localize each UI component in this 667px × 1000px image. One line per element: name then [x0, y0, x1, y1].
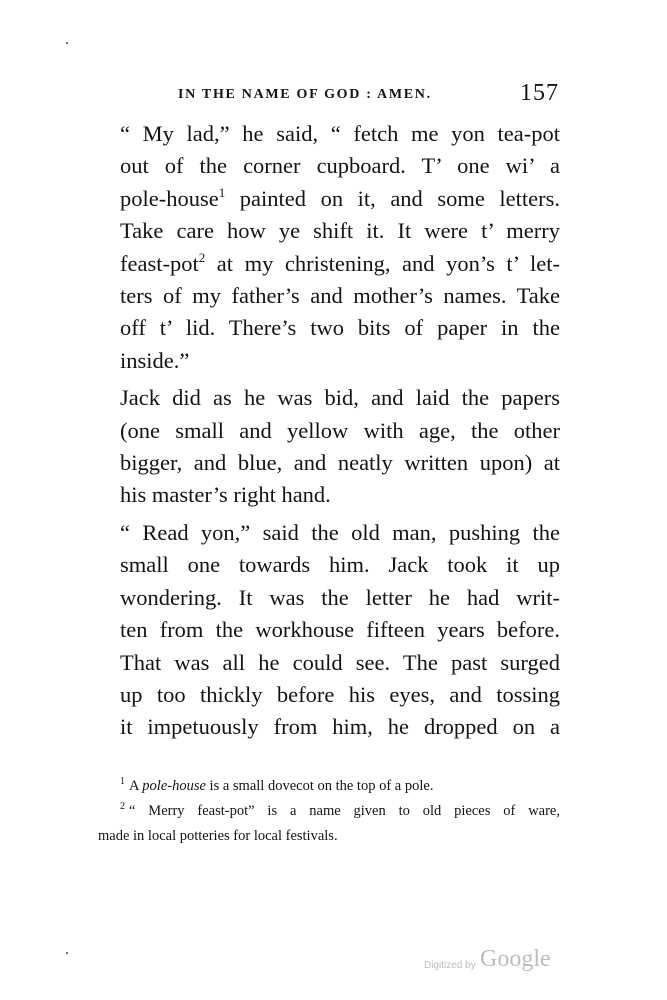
page-header — [178, 80, 559, 106]
body-text — [98, 118, 560, 744]
text-line: ters of my father’s and mother’s names. Take — [120, 283, 560, 309]
footnote-line: made in local potteries for local festivals. — [98, 828, 338, 844]
text-line: inside.” — [120, 347, 190, 373]
text-line: Jack did as he was bid, and laid the papers — [120, 385, 560, 411]
footnote-2-mark: 2 — [120, 801, 125, 812]
text-line: “ My lad,” he said, “ fetch me yon tea-pot — [120, 121, 560, 146]
paragraph-1 — [98, 118, 560, 377]
text-line: his master’s right hand. — [120, 482, 331, 508]
footnote-marker-2: 2 — [198, 249, 206, 265]
scan-speck — [66, 42, 68, 44]
footnote-line — [98, 774, 560, 799]
text-line: Take care how ye shift it. It were t’ merry — [120, 218, 560, 244]
paragraph-2 — [98, 382, 560, 512]
text-line: up too thickly before his eyes, and tossing — [120, 681, 560, 707]
footnote-1 — [98, 774, 560, 799]
footnote-line — [98, 799, 560, 824]
footnote-1-mark: 1 — [120, 776, 125, 787]
text-line: bigger, and blue, and neatly written upon) at — [120, 450, 560, 476]
text-line: “ Read yon,” said the old man, pushing the — [120, 519, 560, 545]
footnotes — [98, 774, 560, 849]
text-line: ten from the workhouse fifteen years before. — [120, 617, 560, 643]
footnote-marker-1: 1 — [218, 184, 226, 200]
text-line: out of the corner cupboard. T’ one wi’ a — [120, 153, 560, 179]
text-line: That was all he could see. The past surged — [120, 649, 560, 675]
scan-speck — [66, 952, 68, 954]
text-fragment: painted on it, and some letters. — [239, 185, 561, 211]
page-number: 157 — [520, 80, 559, 106]
text-fragment: feast-pot — [120, 250, 199, 276]
watermark-logo: Google — [480, 946, 551, 972]
text-line: wondering. It was the letter he had writ- — [120, 584, 560, 610]
text-line: small one towards him. Jack took it up — [120, 552, 560, 578]
digitized-watermark — [424, 946, 564, 976]
text-fragment: pole-house — [120, 185, 219, 211]
footnote-term: pole-house — [142, 778, 206, 794]
footnote-prefix: A — [129, 778, 139, 794]
footnote-2 — [98, 799, 560, 849]
footnote-text: is a small dovecot on the top of a pole. — [209, 778, 434, 794]
running-head: IN THE NAME OF GOD : AMEN. — [178, 87, 432, 102]
text-line — [98, 183, 560, 215]
paragraph-3 — [98, 517, 560, 744]
text-line — [98, 248, 560, 280]
text-line: off t’ lid. There’s two bits of paper in the — [120, 315, 560, 341]
text-line: (one small and yellow with age, the other — [120, 417, 560, 443]
footnote-text: “ Merry feast-pot” is a name given to old pieces of ware, — [129, 803, 560, 819]
text-fragment: at my christening, and yon’s t’ let- — [216, 250, 561, 276]
text-line: it impetuously from him, he dropped on a — [120, 714, 560, 740]
watermark-small-text: Digitized by — [424, 960, 476, 971]
